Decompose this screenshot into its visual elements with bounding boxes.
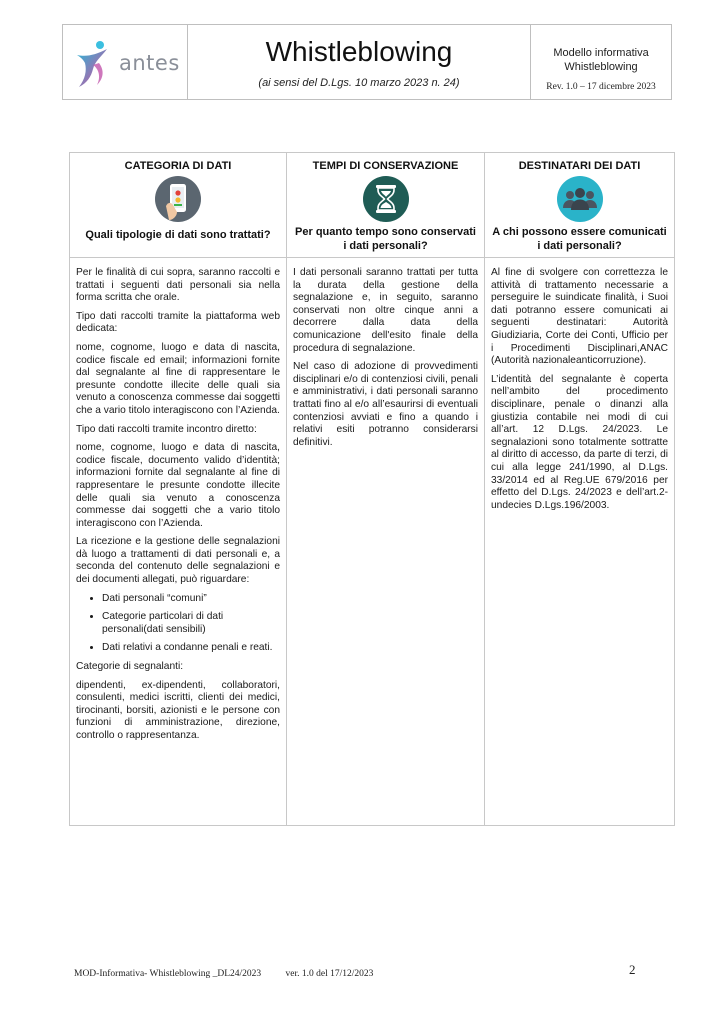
- column-header: [287, 153, 484, 258]
- column-title: CATEGORIA DI DATI: [124, 160, 232, 172]
- document-header: [62, 24, 672, 100]
- column-question: Per quanto tempo sono conservati i dati personali?: [295, 226, 476, 252]
- logo-text: antes: [119, 51, 180, 75]
- column-question: Quali tipologie di dati sono trattati?: [85, 229, 271, 241]
- column-title: TEMPI DI CONSERVAZIONE: [312, 160, 459, 172]
- column-body: [485, 257, 674, 825]
- people-group-icon: [557, 176, 603, 222]
- data-category-list: [76, 593, 280, 655]
- hourglass-icon: [363, 176, 409, 222]
- page-title: Whistleblowing: [265, 36, 453, 67]
- column-body: [287, 257, 484, 825]
- info-table: [69, 152, 675, 826]
- paragraph: La ricezione e la gestione delle segnalazioni dà luogo a trattamenti di dati personali e, a seconda del contenuto delle segnalazioni e dei documenti allegati, può riguardare:: [76, 536, 280, 586]
- paragraph: I dati personali saranno trattati per tutta la durata della gestione della segnalazione e, in seguito, saranno conservati non oltre cinque anni a decorrere dalla data della comunicazione dell'esito finale della procedura di segnalazione.: [293, 267, 478, 354]
- antes-logo-icon: [73, 39, 117, 89]
- list-item: • Categorie particolari di dati personali(dati sensibili): [102, 611, 280, 636]
- list-item: • Dati personali “comuni”: [102, 593, 280, 606]
- paragraph: nome, cognome, luogo e data di nascita, codice fiscale, documento valido d’identità; informazioni fornite dal segnalante al fine di rappresentare le presunte condotte illecite delle quali sia venuto a conoscenza commesse dai soggetti che a vario titolo interagiscono con l’Azienda.: [76, 442, 280, 529]
- page-number: 2: [629, 962, 636, 977]
- column-header: [485, 153, 674, 258]
- footer-document-id: MOD-Informativa- Whistleblowing _DL24/2023: [74, 969, 262, 979]
- phone-icon: [155, 176, 201, 222]
- column-tempi-conservazione: [287, 153, 485, 825]
- page-subtitle: (ai sensi del D.Lgs. 10 marzo 2023 n. 24): [258, 77, 460, 89]
- paragraph: L’identità del segnalante è coperta nell’ambito del procedimento disciplinare, penale o dinanzi alla giustizia contabile nei modi di cui all’art. 12 D.Lgs. 24/2023. Le segnalazioni sono totalmente sottratte al diritto di accesso, da parte di terzi, di cui alla legge 241/1990, al D.Lgs. 33/2014 ed al Reg.UE 679/2016 per effetto del D.Lgs. 24/2023 e dell’art.2-undecies D.Lgs.196/2003.: [491, 373, 668, 511]
- paragraph: dipendenti, ex-dipendenti, collaboratori, consulenti, medici iscritti, clienti dei medici, tirocinanti, borsiti, azionisti e le persone con funzioni di amministrazione, direzione, controllo o rappresentanza.: [76, 679, 280, 741]
- paragraph: Per le finalità di cui sopra, saranno raccolti e trattati i seguenti dati personali sia nella forma scritta che orale.: [76, 267, 280, 304]
- column-question: A chi possono essere comunicati i dati personali?: [492, 226, 667, 252]
- paragraph: Categorie di segnalanti:: [76, 661, 184, 673]
- column-body: [70, 257, 286, 825]
- list-item: • Dati relativi a condanne penali e reati.: [102, 642, 280, 655]
- paragraph: Tipo dati raccolti tramite la piattaforma web dedicata:: [76, 310, 280, 335]
- company-logo: [63, 25, 188, 99]
- paragraph: Tipo dati raccolti tramite incontro diretto:: [76, 423, 257, 435]
- column-header: [70, 153, 286, 258]
- paragraph: Nel caso di adozione di provvedimenti disciplinari e/o di contenziosi civili, penali e amministrativi, i dati personali saranno trattati fino al e/o all’esaurirsi di eventuali contenziosi avviati e fino a quando i relativi esiti potranno considerarsi definitivi.: [293, 361, 478, 448]
- column-title: DESTINATARI DEI DATI: [518, 160, 641, 172]
- paragraph: nome, cognome, luogo e data di nascita, codice fiscale ed email; informazioni fornite dal segnalante al fine di rappresentare le presunte condotte illecite delle quali sia venuto a conoscenza commesse dai soggetti che a vario titolo interagiscono con l’Azienda.: [76, 341, 280, 416]
- header-title-block: [188, 25, 531, 99]
- meta-model-name: Whistleblowing: [564, 61, 638, 73]
- page-footer: [74, 969, 373, 979]
- paragraph: Al fine di svolgere con correttezza le attività di trattamento necessarie a perseguire le suindicate finalità, i Suoi dati potranno essere comunicati ai seguenti destinatari: Autorità Giudiziaria, Corte dei Conti, Ufficio per i Procedimenti Disciplinari,ANAC (Autorità nazionaleanticorruzione).: [491, 267, 668, 367]
- header-meta-block: [531, 25, 671, 99]
- column-categoria-dati: [70, 153, 287, 825]
- column-destinatari-dati: [485, 153, 674, 825]
- meta-model-label: Modello informativa: [553, 47, 649, 59]
- revision-label: Rev. 1.0 – 17 dicembre 2023: [546, 82, 656, 92]
- footer-version: ver. 1.0 del 17/12/2023: [285, 969, 374, 979]
